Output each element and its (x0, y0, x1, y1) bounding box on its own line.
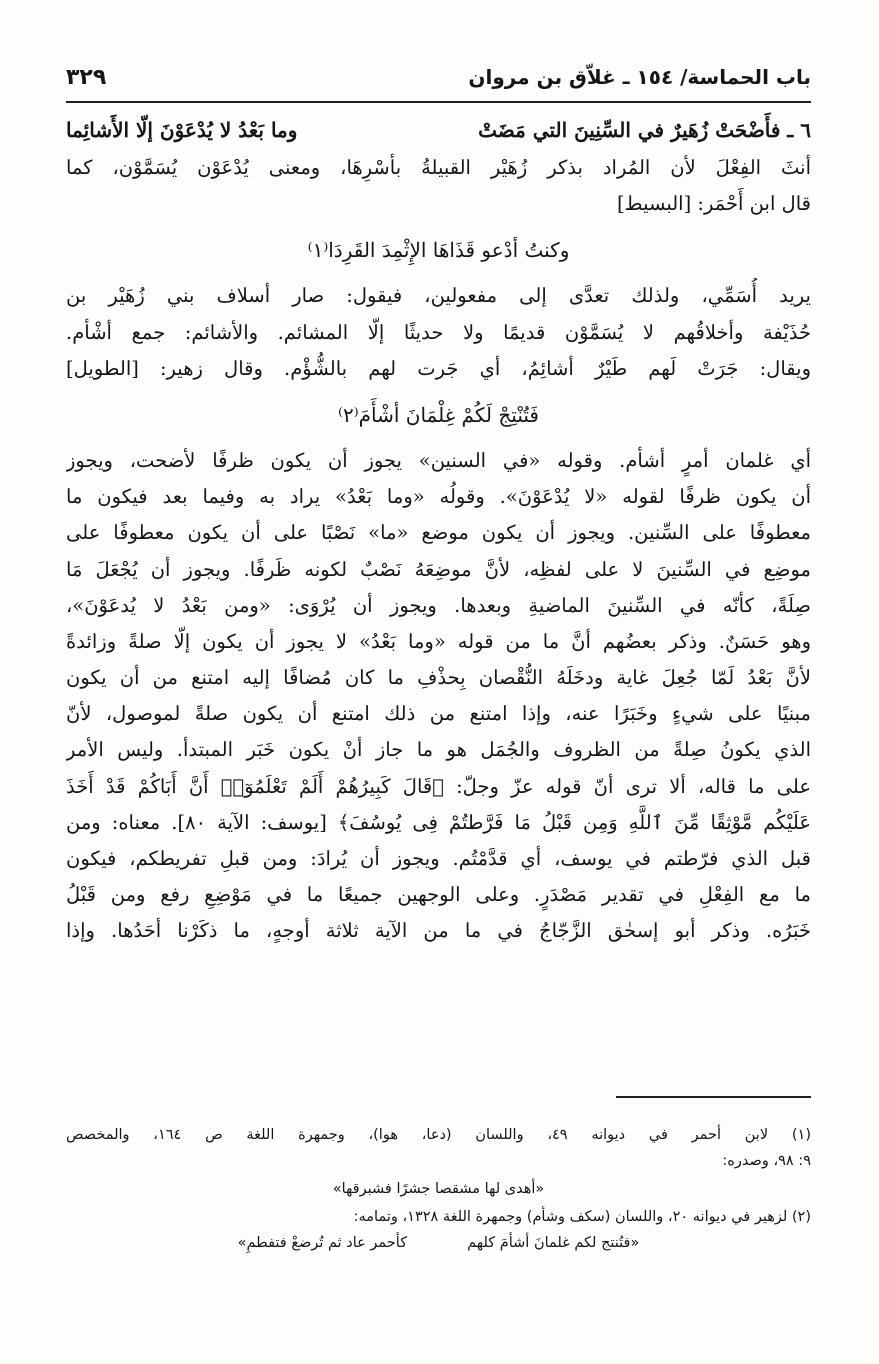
footnote-1-quote: «أهدى لها مشقصا جشرًا فشبرقها» (332, 1181, 545, 1197)
page-number: ٣٢٩ (66, 64, 107, 90)
header-rule (66, 101, 811, 103)
running-header (66, 60, 811, 94)
text-line: يريد أُسَمِّي، ولذلك تعدَّى إلى مفعولين، فيقول: صار أسلاف بني زُهَيْر بن (66, 284, 811, 308)
footnotes (66, 1122, 811, 1256)
verse-second-hemistich: وما بَعْدُ لا يُدْعَوْنَ إلّا الأَشائِما (66, 118, 298, 142)
text-line: ويقال: جَرَتْ لَهم طَيْرٌ أشائِمُ، أي جَرت لهم بالشُّؤْم. وقال زهير: [الطويل] (66, 356, 811, 380)
text-line: قال ابن أَحْمَر: [البسيط] (616, 192, 811, 216)
verse-first-hemistich: ٦ ـ فأَضْحَتْ زُهَيرٌ في السِّنِينَ التي مَضَتْ (478, 118, 811, 142)
chapter-title: باب الحماسة/ ١٥٤ ـ غلاّق بن مروان (468, 65, 811, 89)
text-line: حُذَيْفة وأخلاقُهم لا يُسَمَّوْن قديمًا ولا حديثًا إلّا المشائم. والأشائم: جمع أشْأم. (66, 320, 811, 344)
main-text (66, 110, 811, 950)
text-line: أنثَ الفِعْلَ لأن المُراد بذكر زُهَيْر القبيلةُ بأسْرِهَا، ومعنى يُدْعَوْن يُسَمَّوْن، كما (66, 156, 811, 179)
text-line: قبل الذي فرّطتم في يوسف، أي قدَّمْتُم. ويجوز أن يُرادَ: ومن قبلِ تفريطكم، فيكون (66, 847, 811, 870)
text-line: ما مع الفِعْلِ في تقدير مَصْدَرٍ. وعلى الوجهين جميعًا ما في مَوْضِعِ رفع ومن قَبْلُ (66, 883, 811, 907)
poem-verse (66, 110, 811, 150)
text-line: على ما قاله، ألا ترى أنّ قوله عزّ وجلّ: ﴿قَالَ كَبِيرُهُمْ أَلَمْ تَعْلَمُوٓا۟ أَنَّ أَبَاكُمْ قَدْ أَخَذَ (66, 774, 811, 798)
text-line: صِلَةً، كأنّه في السِّنينَ الماضيةِ وبعدها. ويجوز أن يُرْوَى: «ومن بَعْدُ لا يُدعَوْنَ»، (66, 593, 811, 617)
text-line: خَبَرُه. وذكر أبو إسحٰق الزَّجّاجُ في ما من الآية ثلاثة أوجهٍ، ما ذكَرْنا أحَدُها. وإذا (66, 919, 811, 943)
text-line: موضِع في السِّنينَ لا على لفظِه، لأنَّ موضِعَهُ نَصْبٌ لكونه ظَرفًا. ويجوز أن يُجْعَلَ مَا (66, 557, 811, 581)
text-line: معطوفًا على السِّنين. ويجوز أن يكون موضع «ما» نَصْبًا على أن يكون معطوفًا على (66, 521, 811, 545)
footnote-rule (616, 1096, 811, 1098)
text-line: عَلَيْكُم مَّوْثِقًا مِّنَ ٱللَّهِ وَمِن قَبْلُ مَا فَرَّطتُمْ فِى يُوسُفَ﴾ [يوسف: الآية ٨٠]. معناه: ومن (66, 810, 811, 834)
footnote-2-verse-second: كأحمر عاد ثم تُرضعْ فتفطمِ» (237, 1235, 408, 1251)
footnote-1: (١) لابن أحمر في ديوانه ٤٩، واللسان (دعا، هوا)، وجمهرة اللغة ص ١٦٤، والمخصص (66, 1127, 811, 1143)
footnote-2-verse (66, 1230, 811, 1256)
text-line: أي غلمان أمرٍ أشأم. وقوله «في السنين» يجوز أن يكون ظرفًا لأضحت، ويجوز (66, 448, 811, 472)
text-line: مبنيًا على شيءٍ وخَبَرًا عنه، وإذا امتنع من ذلك امتنع أن يكون صلةً لموصول، لأنّ (66, 702, 811, 726)
footnote-2-verse-first: «فتُنتج لكم غلمانَ أشأمَ كلهم (467, 1235, 640, 1251)
footnote-1-cont: ٩: ٩٨، وصدره: (722, 1153, 811, 1169)
quoted-verse: وكنتُ أدْعو قَذَاهَا الإِثْمِدَ القَرِدَا⁽١⁾ (307, 238, 570, 263)
quoted-verse: فَتُنْتِجْ لَكُمْ غِلْمَانَ أشْأَمَ⁽٢⁾ (338, 402, 539, 427)
text-line: لأنَّ بَعْدُ لَمّا جُعِلَ غاية ودخَلَهُ النُّقْصان بِحذْفِ ما كان مُضافًا إليه امتنع من أن يكون (66, 666, 811, 690)
text-line: أن يكون ظرفًا لقوله «لا يُدْعَوْنَ». وقولُه «وما بَعْدُ» يراد به وفيما بعد فيكون ما (66, 485, 811, 509)
footnote-2: (٢) لزهير في ديوانه ٢٠، واللسان (سكف وشأم) وجمهرة اللغة ١٣٢٨، وتمامه: (353, 1209, 811, 1225)
text-line: وهو حَسَنٌ. وذكر بعضُهم أنَّ ما من قوله «وما بَعْدُ» لا يجوز أن يكون إلّا صلةً وزائدةً (66, 629, 811, 653)
text-line: الذي يكونُ صِلةً من الظروف والجُمَل هو ما جاز أنْ يكون خَبَر المبتدأ. وليس الأمر (66, 738, 811, 762)
